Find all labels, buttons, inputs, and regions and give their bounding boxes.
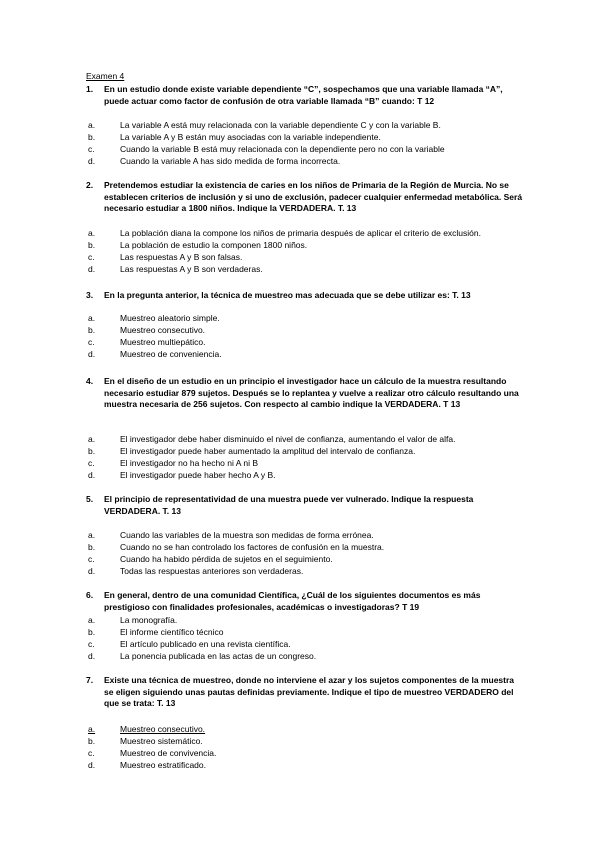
question-text: En un estudio donde existe variable dependiente “C”, sospechamos que una variable llamada “A”, puede actuar como factor de confusión de otra variable llamada “B” cuando: T 12 [104, 84, 503, 106]
question-number: 1. [86, 84, 94, 94]
question-text: En general, dentro de una comunidad Científica, ¿Cuál de los siguientes documentos es más prestigioso con finalidades profesionales, académicas o investigadoras? T 19 [104, 590, 481, 612]
question-text: En la pregunta anterior, la técnica de muestreo mas adecuada que se debe utilizar es: T. 13 [104, 290, 471, 300]
question-text: Pretendemos estudiar la existencia de caries en los niños de Primaria de la Región de Murcia. No se establecen criterios de inclusión y si uno de exclusión, padecer cualquier enfermedad metabólica. Será necesario estudiar a 1800 niños. Indique la VERDADERA. T. 13 [104, 180, 523, 213]
exam-page: Examen 4 1. En un estudio donde existe variable dependiente “C”, sospechamos que una variable llamada “A”, puede actuar como factor de confusión de otra variable llamada “B” cuando: T 12 a. La variable A está muy relacionada con la variable dependiente C y con la variable B. b. La variable A y B están muy asociadas con la variable independiente. c. Cuando la variable B está muy relacionada con la dependiente pero no con la variable d. Cuando la variable A has sido medida de forma incorrecta. 2. Pretendemos estudiar la existencia de caries en los niños de Primaria de la Región de Murcia. No se establecen criterios de inclusión y si uno de exclusión, padecer cualquier enfermedad metabólica. Será necesario estudiar a 1800 niños. Indique la VERDADERA. T. 13 a. La población diana la compone los niños de primaria después de aplicar el criterio de exclusión. b. La población de estudio la componen 1800 niños. c. Las respuestas A y B son falsas. d. Las respuestas A y B son verdaderas. 3. En la pregunta anterior, la técnica de muestreo mas adecuada que se debe utilizar es: T. 13 a. Muestreo aleatorio simple. b. Muestreo consecutivo. c. Muestreo multiepático. d. Muestreo de conveniencia. 4. En el diseño de un estudio en un principio el investigador hace un cálculo de la muestra resultando necesario estudiar 879 sujetos. Después se lo replantea y vuelve a realizar otro cálculo resultando una muestra necesaria de 256 sujetos. Con respecto al cambio indique la VERDADERA. T 13 a. El investigador debe haber disminuido el nivel de confianza, aumentando el valor de alfa. b. El investigador puede haber aumentado la amplitud del intervalo de confianza. c. El investigador no ha hecho ni A ni B d. El investigador puede haber hecho A y B. 5. El principio de representatividad de una muestra puede ver vulnerado. Indique la respuesta VERDADERA. T. 13 a. Cuando las variables de la muestra son medidas de forma errónea. b. Cuando no se han controlado los factores de confusión en la muestra. c. Cuando ha habido pérdida de sujetos en el seguimiento. d. Todas las respuestas anteriores son verdaderas. 6. En general, dentro de una comunidad Científica, ¿Cuál de los siguientes documentos es más prestigioso con finalidades profesionales, académicas o investigadoras? T 19 a. La monografía. b. El informe científico técnico c. El artículo publicado en una revista científica. d. La ponencia publicada en las actas de un congreso. 7. Existe una técnica de muestreo, donde no interviene el azar y los sujetos componentes de la muestra se eligen siguiendo unas pautas definidas previamente. Indique el tipo de muestreo VERDADERO del que se trata: T. 13 a. Muestreo consecutivo. b. Muestreo sistemático. c. Muestreo de convivencia. d. Muestreo estratificado. [86, 71, 523, 770]
exam-title: Examen 4 [86, 71, 125, 81]
question-number: 7. [86, 675, 94, 685]
question-number: 3. [86, 290, 94, 300]
question-number: 6. [86, 590, 94, 600]
question-text: Existe una técnica de muestreo, donde no interviene el azar y los sujetos componentes de la muestra se eligen siguiendo unas pautas definidas previamente. Indique el tipo de muestreo VERDADERO del que se trata: T. 13 [104, 675, 515, 708]
question-text: En el diseño de un estudio en un principio el investigador hace un cálculo de la muestra resultando necesario estudiar 879 sujetos. Después se lo replantea y vuelve a realizar otro cálculo resultando una muestra necesaria de 256 sujetos. Con respecto al cambio indique la VERDADERA. T 13 [104, 376, 519, 409]
question-number: 5. [86, 494, 94, 504]
question-number: 4. [86, 376, 94, 386]
question-number: 2. [86, 180, 94, 190]
question-text: El principio de representatividad de una muestra puede ver vulnerado. Indique la respuesta VERDADERA. T. 13 [104, 494, 474, 516]
